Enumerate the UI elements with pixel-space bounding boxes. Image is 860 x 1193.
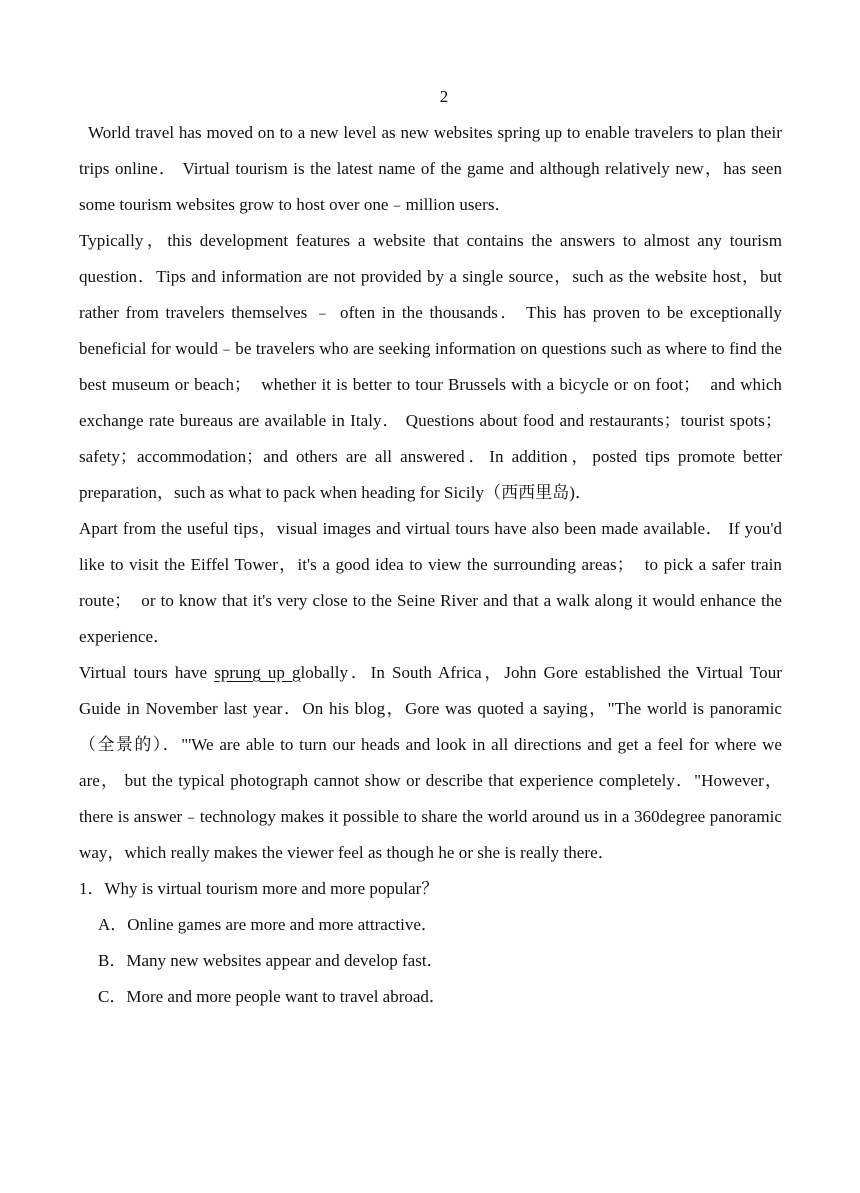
page-number: 2 — [439, 87, 449, 106]
paragraph-4-rest: lobally．In South Africa，John Gore established the Virtual Tour Guide in November last year．On his blog，Gore was quoted a saying，"The world is panoramic（全景的）．"'We are able to turn our heads and look in all directions and get a feel for where we are， but the typical photograph cannot show or describe that experience completely．"However，there is answer﹣technology makes it possible to share the world around us in a 360degree panoramic way，which really makes the viewer feel as though he or she is really there． — [79, 663, 782, 862]
passage-paragraph-1: World travel has moved on to a new level as new websites spring up to enable travelers to plan their trips online． Virtual tourism is the latest name of the game and although relatively new，has seen some tourism websites grow to host over one﹣million users． — [79, 123, 782, 214]
option-c: C．More and more people want to travel abroad． — [98, 987, 446, 1006]
option-b: B．Many new websites appear and develop fast． — [98, 951, 444, 970]
question-stem: 1．Why is virtual tourism more and more popular？ — [79, 879, 439, 898]
passage-paragraph-2: Typically，this development features a website that contains the answers to almost any tourism question．Tips and information are not provided by a single source，such as the website host，but rather from travelers themselves ﹣ often in the thousands． This has proven to be exceptionally beneficial for would﹣be travelers who are seeking information on questions such as where to find the best museum or beach； whether it is better to tour Brussels with a bicycle or on foot； and which exchange rate bureaus are available in Italy． Questions about food and restaurants；tourist spots；safety；accommodation；and others are all answered．In addition，posted tips promote better preparation，such as what to pack when heading for Sicily（西西里岛)． — [79, 231, 782, 502]
question-1 — [79, 871, 782, 1015]
paragraph-4-lead: Virtual tours have — [79, 663, 215, 682]
underlined-phrase: sprung up g — [214, 663, 301, 682]
reading-passage — [79, 115, 782, 1015]
option-a: A．Online games are more and more attractive． — [98, 915, 438, 934]
passage-paragraph-4 — [79, 655, 782, 871]
passage-paragraph-3: Apart from the useful tips，visual images and virtual tours have also been made available． If you'd like to visit the Eiffel Tower，it's a good idea to view the surrounding areas； to pick a safer train route； or to know that it's very close to the Seine River and that a walk along it would enhance the experience． — [79, 519, 782, 646]
